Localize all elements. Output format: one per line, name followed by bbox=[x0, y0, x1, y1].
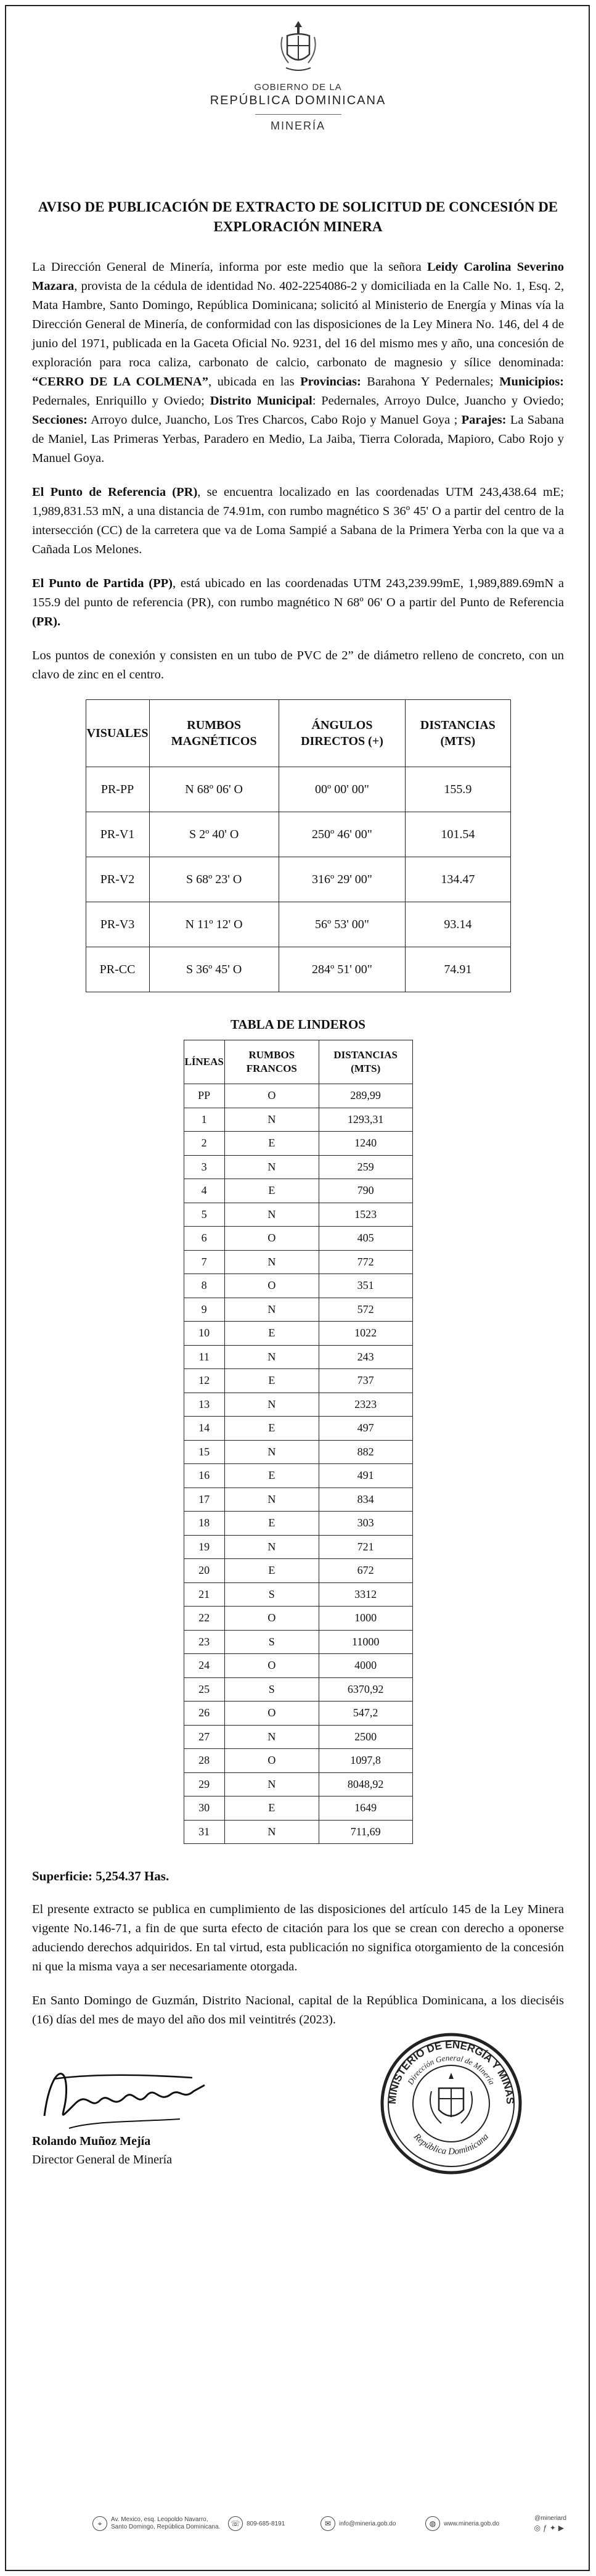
table-cell: 790 bbox=[319, 1179, 412, 1203]
seal-bottom-text: República Dominicana bbox=[411, 2131, 491, 2157]
boundaries-table-title: TABLA DE LINDEROS bbox=[230, 1017, 365, 1032]
table-row bbox=[184, 1464, 412, 1488]
twitter-icon[interactable]: ✦ bbox=[549, 2524, 558, 2532]
table-row bbox=[86, 857, 510, 902]
surface-area: Superficie: 5,254.37 Has. bbox=[32, 1869, 169, 1883]
table-cell: 351 bbox=[319, 1274, 412, 1298]
table-cell: 17 bbox=[184, 1488, 224, 1512]
table-row bbox=[184, 1488, 412, 1512]
paragraph-starting-point bbox=[32, 574, 564, 632]
table-cell: 284º 51' 00" bbox=[279, 947, 405, 992]
table-cell: 13 bbox=[184, 1393, 224, 1417]
table-cell: N bbox=[224, 1298, 319, 1322]
table-row bbox=[184, 1535, 412, 1559]
table-cell: 20 bbox=[184, 1559, 224, 1583]
table-cell: 93.14 bbox=[406, 902, 510, 947]
table-cell: S bbox=[224, 1630, 319, 1654]
location-pin-icon: ⌖ bbox=[92, 2516, 107, 2531]
table-cell: 6 bbox=[184, 1227, 224, 1251]
table-cell: E bbox=[224, 1132, 319, 1156]
table-cell: 155.9 bbox=[406, 767, 510, 812]
table-cell: 31 bbox=[184, 1820, 224, 1844]
table-cell: 3 bbox=[184, 1155, 224, 1179]
table-row bbox=[184, 1417, 412, 1441]
text-run: , ubicada en las bbox=[208, 375, 301, 389]
table-row bbox=[184, 1132, 412, 1156]
table-cell: 19 bbox=[184, 1535, 224, 1559]
column-header: VISUALES bbox=[86, 700, 149, 767]
table-row bbox=[184, 1084, 412, 1108]
label-pr: (PR). bbox=[32, 615, 61, 628]
table-cell: 243 bbox=[319, 1345, 412, 1369]
table-cell: 547,2 bbox=[319, 1702, 412, 1726]
paragraph-date-place: En Santo Domingo de Guzmán, Distrito Nacional, capital de la República Dominicana, a los dieciséis (16) días del mes de mayo del año dos mil veintitrés (2023). bbox=[32, 1994, 564, 2027]
table-cell: 491 bbox=[319, 1464, 412, 1488]
table-row bbox=[184, 1630, 412, 1654]
table-cell: O bbox=[224, 1274, 319, 1298]
visuals-table bbox=[86, 699, 511, 992]
table-row bbox=[184, 1512, 412, 1536]
table-cell: 11000 bbox=[319, 1630, 412, 1654]
table-cell: 711,69 bbox=[319, 1820, 412, 1844]
table-cell: 14 bbox=[184, 1417, 224, 1441]
column-header: ÁNGULOS DIRECTOS (+) bbox=[279, 700, 405, 767]
table-cell: N bbox=[224, 1203, 319, 1227]
table-cell: 1000 bbox=[319, 1607, 412, 1631]
text-run: , se encuentra localizado en las coordenadas UTM 243,438.64 mE; 1,989,831.53 mN, a una distancia de 74.91m, con rumbo magnético S 36º 45' O a partir del centro de la intersección (CC) de la carretera que va de Loma Sampié a Sabana de la Primera Yerba con la que va a Cañada Los Melones. bbox=[32, 485, 564, 556]
table-row bbox=[184, 1607, 412, 1631]
table-row bbox=[184, 1227, 412, 1251]
table-cell: N bbox=[224, 1440, 319, 1464]
footer-address bbox=[92, 2516, 220, 2531]
table-row bbox=[184, 1677, 412, 1702]
column-header: DISTANCIAS (MTS) bbox=[319, 1040, 412, 1084]
table-row bbox=[184, 1582, 412, 1607]
table-cell: N bbox=[224, 1725, 319, 1749]
table-cell: S 36º 45' O bbox=[149, 947, 279, 992]
table-cell: N 11º 12' O bbox=[149, 902, 279, 947]
label-reference-point: El Punto de Referencia (PR) bbox=[32, 485, 198, 499]
table-cell: 4000 bbox=[319, 1654, 412, 1678]
column-header: RUMBOS MAGNÉTICOS bbox=[149, 700, 279, 767]
table-cell: 134.47 bbox=[406, 857, 510, 902]
table-cell: 1022 bbox=[319, 1322, 412, 1346]
signer-name: Rolando Muñoz Mejía bbox=[32, 2134, 151, 2148]
table-row bbox=[184, 1772, 412, 1796]
table-cell: PR-V3 bbox=[86, 902, 149, 947]
ministry-label: MINERÍA bbox=[270, 120, 325, 132]
table-cell: N bbox=[224, 1393, 319, 1417]
table-row bbox=[184, 1298, 412, 1322]
table-row bbox=[184, 1440, 412, 1464]
table-row bbox=[184, 1203, 412, 1227]
header-divider bbox=[255, 114, 341, 115]
document-body bbox=[32, 197, 564, 2227]
column-header: LÍNEAS bbox=[184, 1040, 224, 1084]
table-cell: 5 bbox=[184, 1203, 224, 1227]
table-cell: N 68º 06' O bbox=[149, 767, 279, 812]
table-cell: 101.54 bbox=[406, 812, 510, 857]
table-cell: 21 bbox=[184, 1582, 224, 1607]
table-cell: PR-V2 bbox=[86, 857, 149, 902]
label-municipalities: Municipios: bbox=[499, 375, 564, 389]
table-cell: 11 bbox=[184, 1345, 224, 1369]
text-run: , está ubicado en las coordenadas UTM 243,239.99mE, 1,989,889.69mN a 155.9 del punto de referencia (PR), con rumbo magnético N 68º 06' O a partir del Punto de Referencia bbox=[32, 577, 564, 609]
table-cell: 56º 53' 00" bbox=[279, 902, 405, 947]
table-cell: 30 bbox=[184, 1796, 224, 1821]
table-cell: 22 bbox=[184, 1607, 224, 1631]
column-header: DISTANCIAS (MTS) bbox=[406, 700, 510, 767]
table-header-row bbox=[184, 1040, 412, 1084]
table-cell: 74.91 bbox=[406, 947, 510, 992]
table-row bbox=[184, 1345, 412, 1369]
table-header-row bbox=[86, 700, 510, 767]
text-run: La Sabana de Maniel, Las Primeras Yerbas, Paradero en Medio, La Jaiba, Tierra Colorada, Mapioro, Cabo Rojo y Manuel Goya. bbox=[32, 413, 564, 465]
table-cell: 572 bbox=[319, 1298, 412, 1322]
page-footer bbox=[0, 2504, 596, 2541]
table-cell: 8 bbox=[184, 1274, 224, 1298]
table-cell: 497 bbox=[319, 1417, 412, 1441]
text-run: Pedernales, Enriquillo y Oviedo; bbox=[32, 394, 210, 408]
table-cell: 6370,92 bbox=[319, 1677, 412, 1702]
government-label: GOBIERNO DE LA bbox=[254, 82, 342, 93]
table-cell: PR-V1 bbox=[86, 812, 149, 857]
table-row bbox=[86, 947, 510, 992]
label-starting-point: El Punto de Partida (PP) bbox=[32, 577, 173, 590]
email-address[interactable]: info@mineria.gob.do bbox=[339, 2520, 396, 2527]
table-cell: N bbox=[224, 1250, 319, 1274]
table-cell: 772 bbox=[319, 1250, 412, 1274]
paragraph-legal-notice: El presente extracto se publica en cumplimiento de las disposiciones del artículo 145 de la Ley Minera vigente No.146-71, a fin de que surta efecto de citación para los que se crean con derecho a oponerse aduciendo derechos adquiridos. En tal virtud, esta publicación no significa otorgamiento de la concesión ni que la misma vaya a ser necesariamente otorgada. bbox=[32, 1903, 564, 1973]
table-cell: 28 bbox=[184, 1749, 224, 1773]
table-cell: 4 bbox=[184, 1179, 224, 1203]
table-cell: N bbox=[224, 1345, 319, 1369]
table-row bbox=[184, 1155, 412, 1179]
signature-block bbox=[32, 2038, 564, 2227]
table-cell: 250º 46' 00" bbox=[279, 812, 405, 857]
table-cell: 882 bbox=[319, 1440, 412, 1464]
table-cell: N bbox=[224, 1820, 319, 1844]
table-row bbox=[184, 1274, 412, 1298]
official-seal-icon bbox=[377, 2030, 525, 2178]
text-run: Barahona Y Pedernales; bbox=[361, 375, 500, 389]
table-row bbox=[184, 1250, 412, 1274]
table-cell: 29 bbox=[184, 1772, 224, 1796]
email-icon: ✉ bbox=[320, 2516, 335, 2531]
label-provinces: Provincias: bbox=[300, 375, 361, 389]
phone-icon: ☏ bbox=[228, 2516, 243, 2531]
svg-text:República Dominicana bbox=[411, 2131, 491, 2157]
table-cell: 2500 bbox=[319, 1725, 412, 1749]
applicant-name: Leidy Carolina Severino Mazara bbox=[32, 260, 564, 293]
table-cell: 737 bbox=[319, 1369, 412, 1393]
table-cell: S 68º 23' O bbox=[149, 857, 279, 902]
paragraph-connection-points: Los puntos de conexión y consisten en un tubo de PVC de 2” de diámetro relleno de concreto, con un clavo de zinc en el centro. bbox=[32, 649, 564, 681]
table-cell: E bbox=[224, 1559, 319, 1583]
instagram-icon[interactable]: ◎ bbox=[534, 2524, 544, 2532]
table-cell: 2 bbox=[184, 1132, 224, 1156]
text-run: Arroyo dulce, Juancho, Los Tres Charcos, Cabo Rojo y Manuel Goya ; bbox=[87, 413, 462, 427]
signer-title: Director General de Minería bbox=[32, 2153, 173, 2167]
table-cell: 834 bbox=[319, 1488, 412, 1512]
table-cell: 3312 bbox=[319, 1582, 412, 1607]
table-cell: 1097,8 bbox=[319, 1749, 412, 1773]
table-cell: N bbox=[224, 1772, 319, 1796]
boundaries-table bbox=[184, 1040, 413, 1844]
table-row bbox=[184, 1654, 412, 1678]
social-handle: @mineriard bbox=[534, 2515, 566, 2522]
address-line: Santo Domingo, República Dominicana. bbox=[111, 2524, 221, 2530]
letterhead bbox=[0, 19, 596, 133]
footer-phone bbox=[228, 2516, 285, 2531]
table-cell: O bbox=[224, 1084, 319, 1108]
table-cell: O bbox=[224, 1654, 319, 1678]
table-cell: 10 bbox=[184, 1322, 224, 1346]
address-line: Av. Mexico, esq. Leopoldo Navarro, bbox=[111, 2516, 208, 2523]
table-row bbox=[184, 1820, 412, 1844]
table-row bbox=[184, 1559, 412, 1583]
table-cell: E bbox=[224, 1417, 319, 1441]
table-cell: 25 bbox=[184, 1677, 224, 1702]
table-cell: N bbox=[224, 1488, 319, 1512]
table-row bbox=[86, 812, 510, 857]
table-row bbox=[184, 1702, 412, 1726]
text-run: : Pedernales, Arroyo Dulce, Juancho y Oviedo; bbox=[312, 394, 564, 408]
boundaries-table-body bbox=[184, 1084, 412, 1844]
footer-email[interactable] bbox=[320, 2516, 396, 2531]
table-cell: 289,99 bbox=[319, 1084, 412, 1108]
table-cell: O bbox=[224, 1702, 319, 1726]
table-cell: 2323 bbox=[319, 1393, 412, 1417]
table-cell: 24 bbox=[184, 1654, 224, 1678]
table-cell: 12 bbox=[184, 1369, 224, 1393]
table-cell: PR-CC bbox=[86, 947, 149, 992]
table-cell: PP bbox=[184, 1084, 224, 1108]
table-cell: S bbox=[224, 1582, 319, 1607]
table-row bbox=[184, 1369, 412, 1393]
table-cell: E bbox=[224, 1369, 319, 1393]
footer-web[interactable] bbox=[425, 2516, 499, 2531]
table-cell: E bbox=[224, 1796, 319, 1821]
signature-icon bbox=[32, 2042, 217, 2134]
label-sections: Secciones: bbox=[32, 413, 88, 427]
table-cell: 16 bbox=[184, 1464, 224, 1488]
table-cell: N bbox=[224, 1535, 319, 1559]
table-cell: 26 bbox=[184, 1702, 224, 1726]
table-cell: 259 bbox=[319, 1155, 412, 1179]
table-cell: E bbox=[224, 1322, 319, 1346]
table-cell: 00º 00' 00" bbox=[279, 767, 405, 812]
table-cell: E bbox=[224, 1464, 319, 1488]
table-cell: 721 bbox=[319, 1535, 412, 1559]
text-run: La Dirección General de Minería, informa por este medio que la señora bbox=[32, 260, 427, 274]
table-cell: O bbox=[224, 1227, 319, 1251]
table-row bbox=[184, 1179, 412, 1203]
seal-top-text: MINISTERIO DE ENERGÍA Y MINAS bbox=[386, 2038, 516, 2105]
table-cell: O bbox=[224, 1607, 319, 1631]
social-icons bbox=[534, 2524, 566, 2532]
table-row bbox=[184, 1796, 412, 1821]
column-header: RUMBOS FRANCOS bbox=[224, 1040, 319, 1084]
paragraph-reference-point bbox=[32, 483, 564, 559]
facebook-icon[interactable]: ƒ bbox=[543, 2524, 550, 2532]
label-places: Parajes: bbox=[461, 413, 507, 427]
seal-mid-text: Dirección General de Minería bbox=[405, 2053, 497, 2086]
table-row bbox=[184, 1108, 412, 1132]
table-cell: E bbox=[224, 1512, 319, 1536]
globe-icon: ◍ bbox=[425, 2516, 440, 2531]
table-cell: 303 bbox=[319, 1512, 412, 1536]
table-cell: 1293,31 bbox=[319, 1108, 412, 1132]
paragraph-intro bbox=[32, 258, 564, 468]
table-row bbox=[184, 1322, 412, 1346]
table-cell: 1523 bbox=[319, 1203, 412, 1227]
table-cell: 9 bbox=[184, 1298, 224, 1322]
table-cell: 8048,92 bbox=[319, 1772, 412, 1796]
table-row bbox=[184, 1725, 412, 1749]
text-run: , provista de la cédula de identidad No. 402-2254086-2 y domiciliada en la Calle No. 1, Esq. 2, Mata Hambre, Santo Domingo, República Dominicana; solicitó al Ministerio de Energía y Minas vía la Dirección General de Minería, de conformidad con las disposiciones de la Ley Minera No. 146, del 4 de junio del 1971, publicada en la Gaceta Oficial No. 9231, del 16 del mismo mes y año, una concesión de exploración para roca caliza, carbonato de calcio, carbonato de magnesio y sílice denominada: bbox=[32, 279, 564, 369]
table-cell: N bbox=[224, 1108, 319, 1132]
table-cell: S bbox=[224, 1677, 319, 1702]
coat-of-arms-icon bbox=[274, 19, 323, 74]
table-cell: 1649 bbox=[319, 1796, 412, 1821]
table-cell: 7 bbox=[184, 1250, 224, 1274]
table-row bbox=[184, 1393, 412, 1417]
table-cell: 405 bbox=[319, 1227, 412, 1251]
table-cell: PR-PP bbox=[86, 767, 149, 812]
table-cell: O bbox=[224, 1749, 319, 1773]
document-title: AVISO DE PUBLICACIÓN DE EXTRACTO DE SOLICITUD DE CONCESIÓN DE EXPLORACIÓN MINERA bbox=[38, 199, 558, 234]
phone-number: 809-685-8191 bbox=[247, 2520, 285, 2527]
country-label: REPÚBLICA DOMINICANA bbox=[210, 94, 386, 107]
table-cell: 27 bbox=[184, 1725, 224, 1749]
table-cell: S 2º 40' O bbox=[149, 812, 279, 857]
visuals-table-body bbox=[86, 767, 510, 992]
concession-name: “CERRO DE LA COLMENA” bbox=[32, 375, 208, 389]
table-cell: 18 bbox=[184, 1512, 224, 1536]
table-cell: 23 bbox=[184, 1630, 224, 1654]
table-cell: 672 bbox=[319, 1559, 412, 1583]
youtube-icon[interactable]: ▶ bbox=[558, 2524, 566, 2532]
footer-social bbox=[534, 2515, 566, 2532]
table-row bbox=[86, 767, 510, 812]
table-cell: N bbox=[224, 1155, 319, 1179]
table-cell: 15 bbox=[184, 1440, 224, 1464]
table-cell: 316º 29' 00" bbox=[279, 857, 405, 902]
table-cell: E bbox=[224, 1179, 319, 1203]
label-district: Distrito Municipal bbox=[210, 394, 312, 408]
table-cell: 1240 bbox=[319, 1132, 412, 1156]
table-cell: 1 bbox=[184, 1108, 224, 1132]
table-row bbox=[86, 902, 510, 947]
table-row bbox=[184, 1749, 412, 1773]
website-link[interactable]: www.mineria.gob.do bbox=[444, 2520, 500, 2527]
